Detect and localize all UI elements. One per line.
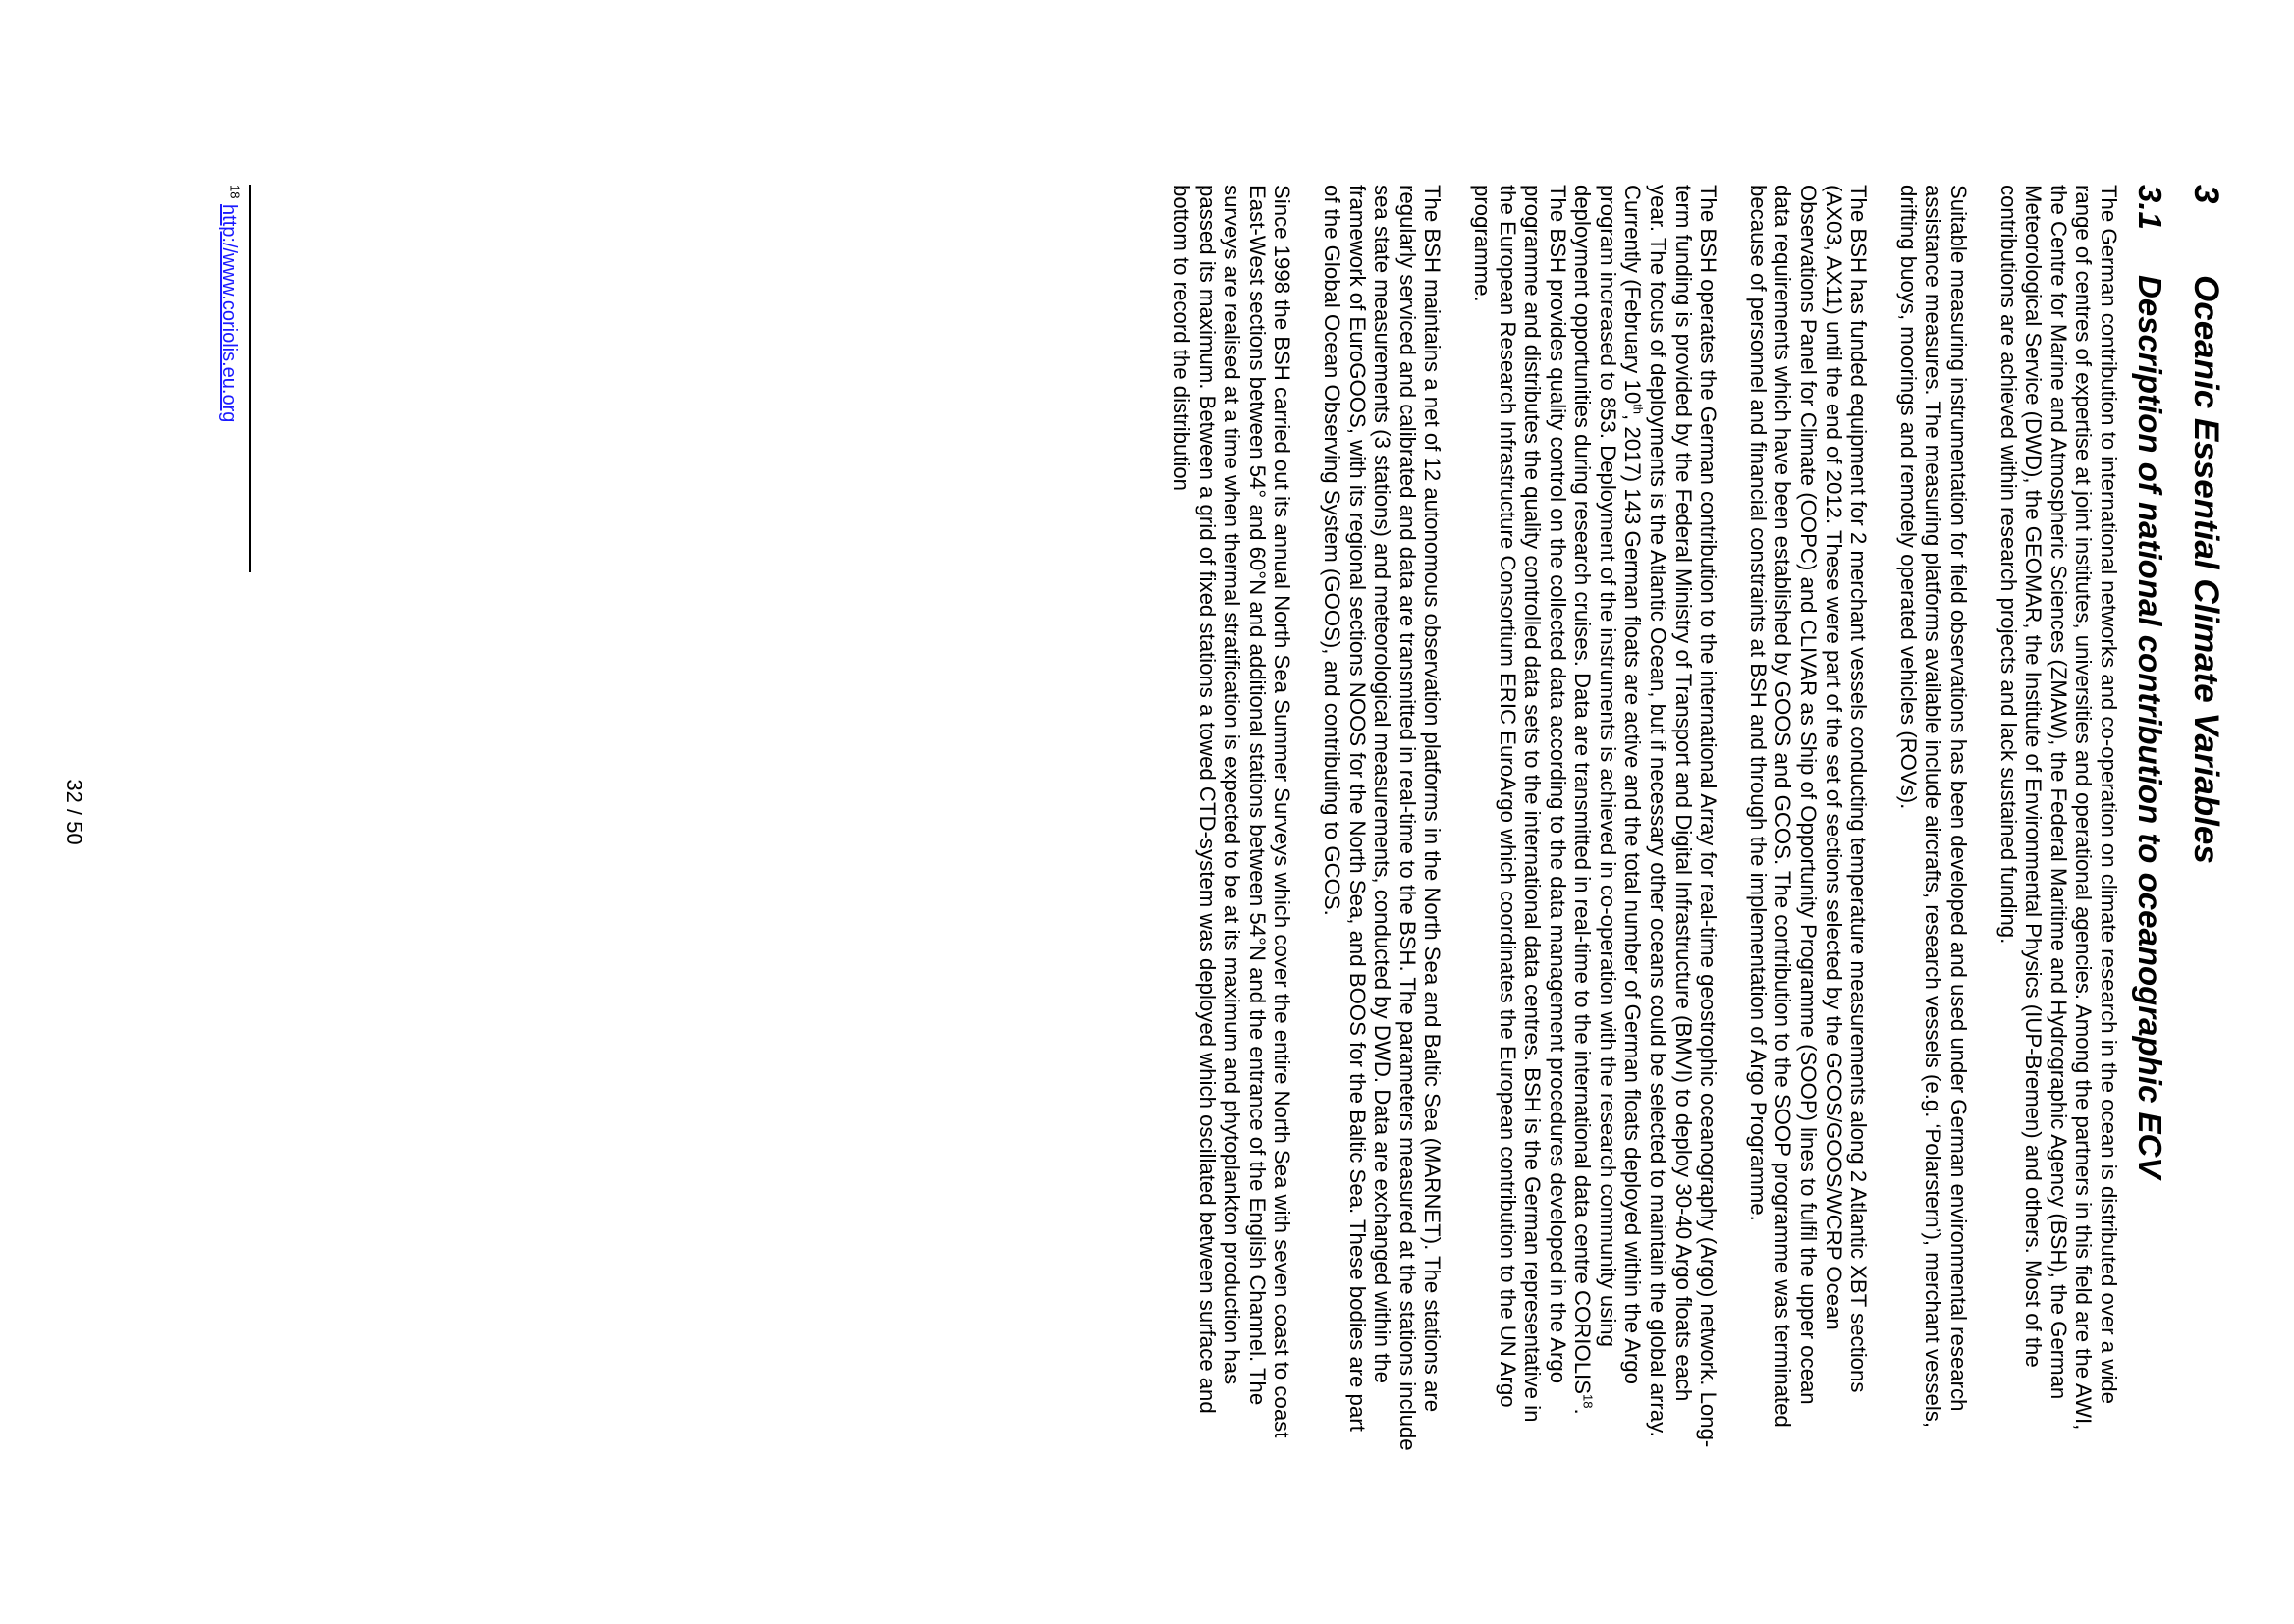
chapter-title: Oceanic Essential Climate Variables [2187, 275, 2225, 864]
section-title: Description of national contribution to oceanographic ECV [2132, 275, 2168, 1179]
section-number: 3.1 [2132, 185, 2168, 230]
paragraph-xbt-sections: The BSH has funded equipment for 2 merchant vessels conducting temperature measurements along 2 Atlantic XBT sections (AX03, AX11) until the end of 2012. These were part of the set of sections selected by the GCOS/GOOS/WCRP Ocean Observations Panel for Climate (OOPC) and CLIVAR as Ship of Opportunity Programme (SOOP) lines to fulfil the upper ocean data requirements which have been established by GOOS and GCOS. The contribution to the SOOP programme was terminated because of personnel and financial constraints at BSH and through the implementation of Argo Programme. [1745, 185, 1872, 1428]
paragraph-marnet: The BSH maintains a net of 12 autonomous observation platforms in the North Sea and Baltic Sea (MARNET). The stations are regularly serviced and calibrated and data are transmitted in real-time to the BSH. The parameters measured at the stations include sea state measurements (3 stations) and meteorological measurements, conducted by DWD. Data are exchanged within the framework of EuroGOOS, with its regional sections NOOS for the North Sea, and BOOS for the Baltic Sea. These bodies are part of the Global Ocean Observing System (GOOS), and contributing to GCOS. [1319, 185, 1446, 1451]
page-content [1144, 185, 2225, 1451]
footnote [217, 185, 243, 423]
chapter-number: 3 [2187, 185, 2225, 204]
chapter-heading [2186, 185, 2225, 1451]
paragraph-instrumentation: Suitable measuring instrumentation for field observations has been developed and used under German environmental research assistance measures. The measuring platforms available include aircrafts, research vessels (e.g. ‘Polarstern’), merchant vessels, drifting buoys, moorings and remotely operated vehicles (ROVs). [1895, 185, 1972, 1429]
page-number: 32 / 50 [62, 779, 86, 845]
paragraph-argo [1469, 185, 1720, 1451]
footnote-reference[interactable]: 18 [1580, 1394, 1596, 1409]
argo-text-part-3: . The BSH provides quality control on the collected data according to the data management procedures developed in the Argo programme and distributes the quality controlled data sets to the international data centres. BSH is the German representative in the European Research Infrastructure Consortium ERIC EuroArgo which coordinates the European contribution to the UN Argo programme. [1469, 185, 1596, 1423]
footnote-separator [249, 185, 251, 572]
footnote-link[interactable]: http://www.coriolis.eu.org [218, 204, 240, 423]
date-ordinal-superscript: th [1630, 404, 1646, 415]
section-heading [2131, 185, 2168, 1451]
argo-text-part-2: , 2017) 143 German floats are active and the total number of German floats deployed within the Argo program increased to 853. Deployment of the instruments is achieved in co-operation with the research community using deployment opportunities during research cruises. Data are transmitted in real-time to the international data centre CORIOLIS [1570, 185, 1646, 1395]
argo-text-part-1: The BSH operates the German contribution to the international Array for real-time geostrophic oceanography (Argo) network. Long-term funding is provided by the Federal Ministry of Transport and Digital Infrastructure (BMVI) to deploy 30-40 Argo floats each year. The focus of deployments is the Atlantic Ocean, but if necessary other oceans could be selected to maintain the global array. Currently (February 10 [1620, 185, 1721, 1448]
paragraph-contributions: The German contribution to international networks and co-operation on climate research in the ocean is distributed over a wide range of centres of expertise at joint institutes, universities and operational agencies. Among the partners in this field are the AWI, the Centre for Marine and Atmospheric Sciences (ZMAW), the Federal Maritime and Hydrographic Agency (BSH), the German Meteorological Service (DWD), the GEOMAR, the Institute of Environmental Physics (IUP-Bremen) and others. Most of the contributions are achieved within research projects and lack sustained funding. [1995, 185, 2121, 1431]
footnote-marker: 18 [227, 185, 243, 199]
paragraph-north-sea-surveys: Since 1998 the BSH carried out its annual North Sea Summer Surveys which cover the entire North Sea with seven coast to coast East-West sections between 54° and 60°N and additional stations between 54°N and the entrance of the English Channel. The surveys are realised at a time when thermal stratification is expected to be at its maximum and phytoplankton production has passed its maximum. Between a grid of fixed stations a towed CTD-system was deployed which oscillated between surface and bottom to record the distribution [1170, 185, 1295, 1438]
